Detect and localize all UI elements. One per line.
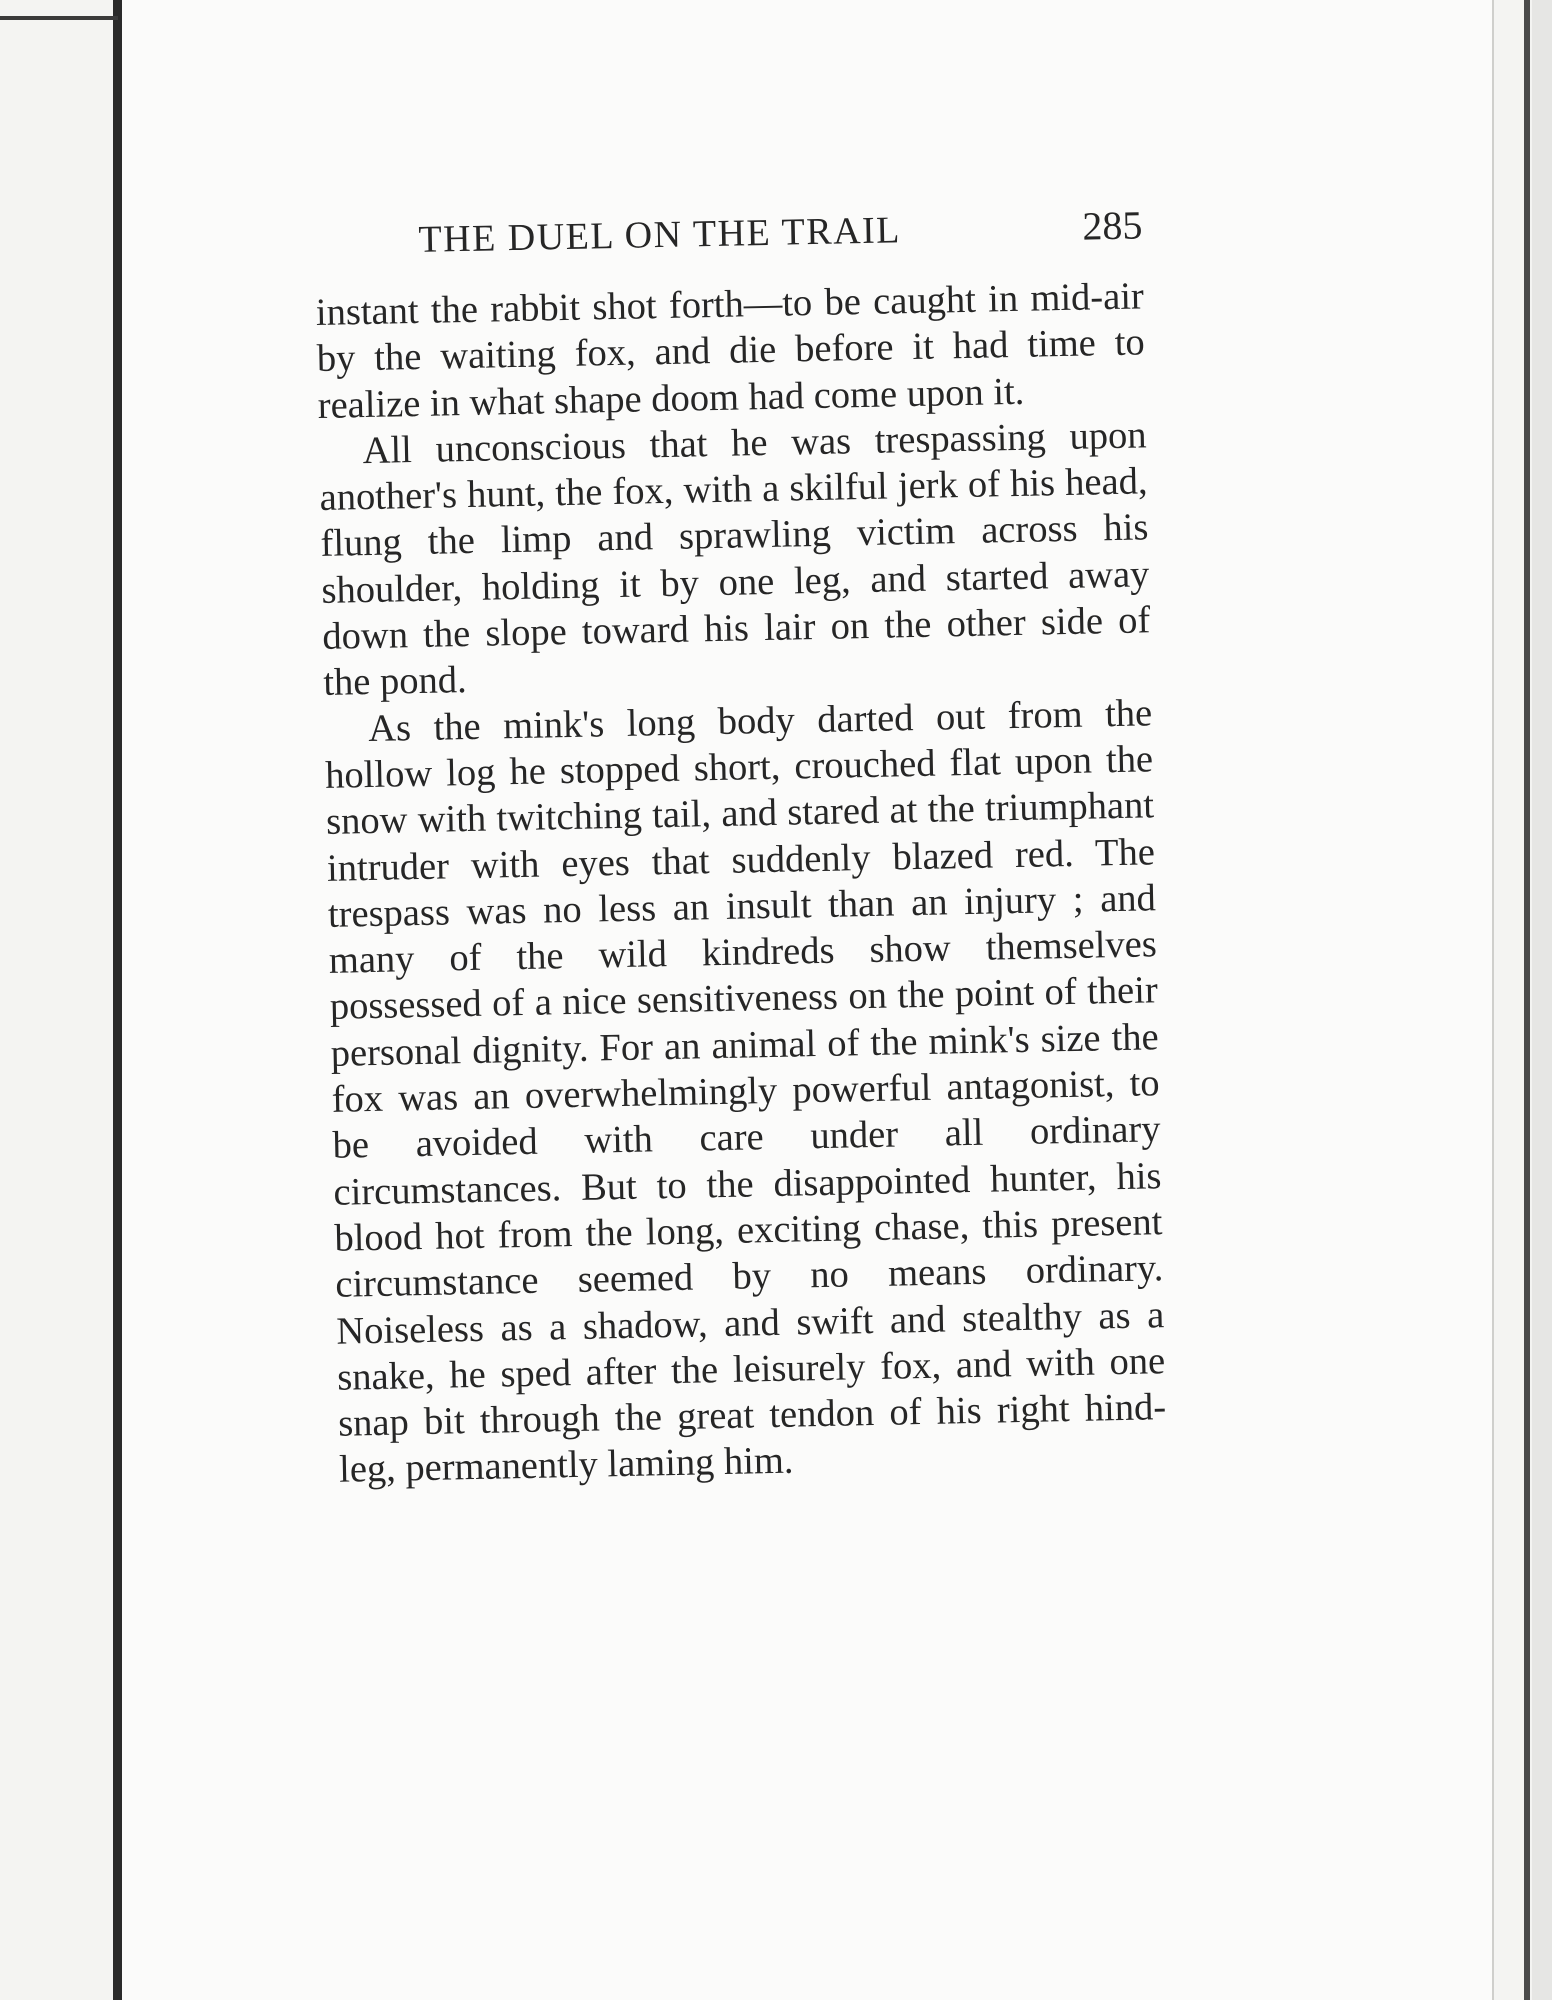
paragraph-mink-attack: As the mink's long body darted out from the hollow log he stopped short, crouched flat upon the snow with twitching tail, and stared at the triumphant intruder with eyes that suddenly blazed red. The trespass was no less an insult than an injury ; and many of the wild kindreds show themselves possessed of a nice sensitiveness on the point of their personal dignity. For an animal of the mink's size the fox was an overwhelmingly powerful antagonist, to be avoided with care under all ordinary circumstances. But to the disappointed hunter, his blood hot from the long, exciting chase, this present circumstance seemed by no means ordinary. Noiseless as a shadow, and swift and stealthy as a snake, he sped after the leisurely fox, and with one snap bit through the great tendon of his right hind-leg, permanently laming him. xyxy=(324,691,1167,1492)
paragraph-fox-trespass: All unconscious that he was trespassing upon another's hunt, the fox, with a skilful jerk of his head, flung the limp and sprawling victim across his shoulder, holding it by one leg, and started away down the slope toward his lair on the other side of the pond. xyxy=(319,414,1151,705)
book-cover-edge xyxy=(1524,0,1530,2000)
paragraph-continuation: instant the rabbit shot forth—to be caught in mid-air by the waiting fox, and die before it had time to realize in what shape doom had come upon it. xyxy=(315,275,1146,427)
page-number: 285 xyxy=(1081,202,1143,249)
page-top-edge xyxy=(0,16,118,20)
binding-rule xyxy=(113,0,122,2000)
scan-margin xyxy=(1532,0,1552,2000)
running-title: THE DUEL ON THE TRAIL xyxy=(418,209,902,261)
page-text-block xyxy=(314,201,1167,1493)
page-right-edge xyxy=(1492,0,1494,2000)
